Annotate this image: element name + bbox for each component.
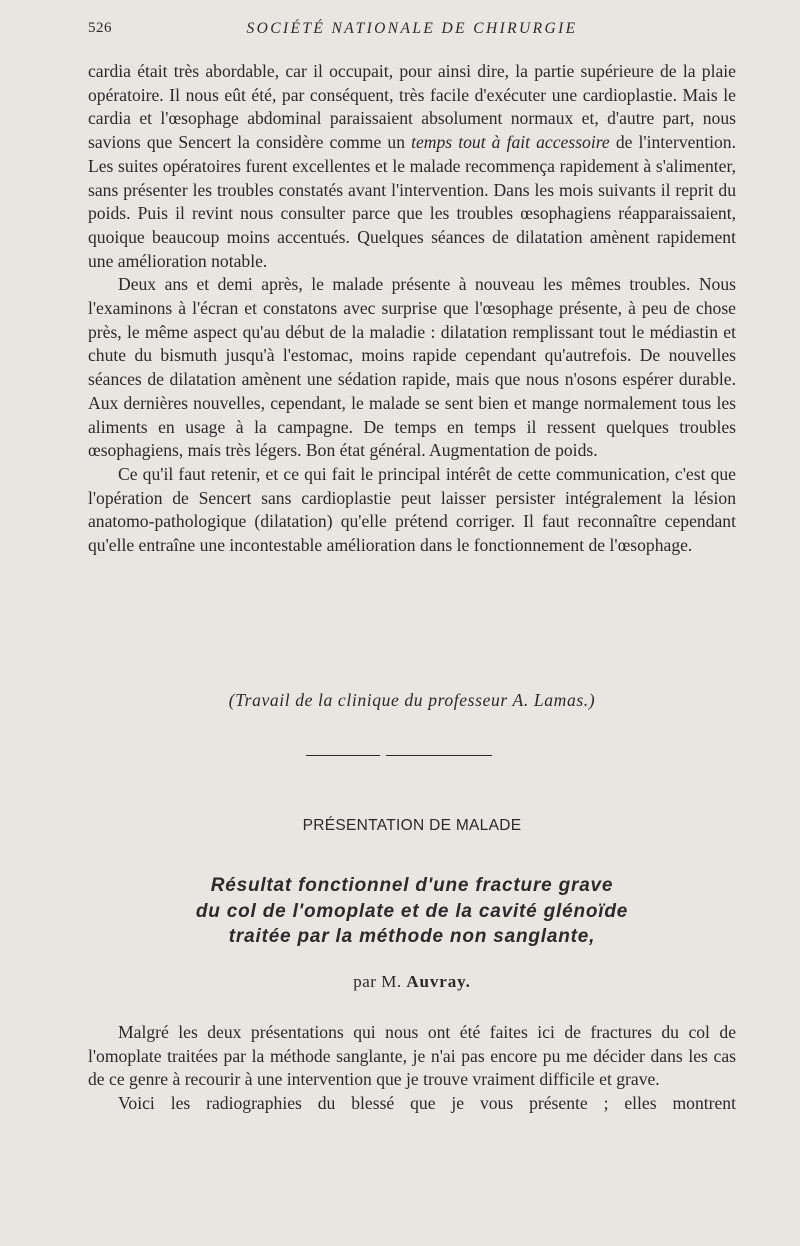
paragraph-text: de l'intervention. Les suites opératoires furent excellentes et le malade recommença rapidement à s'alimenter, sans présenter les troubles constatés avant l'intervention. Dans les mois suivants il reprit du poids. Puis il revint nous consulter parce que les troubles œsophagiens réapparaissaient, quoique beaucoup moins accentués. Quelques séances de dilatation amènent rapidement une amélioration notable. xyxy=(88,132,736,271)
signature-line: (Travail de la clinique du professeur A. Lamas.) xyxy=(228,690,596,710)
paragraph-text: cardia était très abordable, car il occupait, pour ainsi dire, la partie supérieure de la plaie opératoire. Il nous eût été, par conséquent, très facile d'exécuter une cardioplastie. Mais le cardia et l'œsophage abdominal paraissaient absolument normaux et, d'autre part, nous savions que Sencert la considère comme un xyxy=(88,61,736,153)
paragraph: Deux ans et demi après, le malade présente à nouveau les mêmes troubles. Nous l'examinons à l'écran et constatons avec surprise que l'œsophage présente, à peu de chose près, le même aspect qu'au début de la maladie : dilatation remplissant tout le médiastin et chute du bismuth jusqu'à l'estomac, moins rapide cependant qu'autrefois. De nouvelles séances de dilatation amènent une sédation rapide, mais que nous n'osons espérer durable. Aux dernières nouvelles, cependant, le malade se sent bien et mange normalement tous les aliments en usage à la campagne. De temps en temps il ressent quelques troubles œsophagiens, mais très légers. Bon état général. Augmentation de poids. xyxy=(88,274,736,461)
page-header xyxy=(88,20,736,44)
separator-rule-left xyxy=(306,755,380,756)
paragraph-continuation xyxy=(88,60,736,273)
body-text-top xyxy=(88,60,736,558)
byline xyxy=(88,972,736,992)
body-text-bottom xyxy=(88,1021,736,1116)
page-number: 526 xyxy=(88,20,112,36)
section-heading: PRÉSENTATION DE MALADE xyxy=(302,817,522,834)
running-head: SOCIÉTÉ NATIONALE DE CHIRURGIE xyxy=(246,20,578,37)
separator-rule-right xyxy=(386,755,492,756)
article-title-line: du col de l'omoplate et de la cavité glénoïde xyxy=(195,900,629,922)
byline-author: Auvray. xyxy=(406,972,471,991)
paragraph: Voici les radiographies du blessé que je vous présente ; elles montrent xyxy=(118,1093,736,1114)
article-title-line: traitée par la méthode non sanglante, xyxy=(228,926,596,947)
article-title-line: Résultat fonctionnel d'une fracture grave xyxy=(210,875,614,896)
paragraph: Malgré les deux présentations qui nous ont été faites ici de fractures du col de l'omoplate traitées par la méthode sanglante, je n'ai pas encore pu me décider dans les cas de ce genre à recourir à une intervention que je trouve vraiment difficile et grave. xyxy=(88,1022,736,1090)
emphasis-text: temps tout à fait accessoire xyxy=(411,132,610,153)
paragraph: Ce qu'il faut retenir, et ce qui fait le principal intérêt de cette communication, c'est que l'opération de Sencert sans cardioplastie peut laisser persister intégralement la lésion anatomo-pathologique (dilatation) qu'elle prétend corriger. Il faut reconnaître cependant qu'elle entraîne une incontestable amélioration dans le fonctionnement de l'œsophage. xyxy=(88,463,736,556)
article-title xyxy=(88,873,736,950)
byline-prefix: par M. xyxy=(353,972,402,991)
